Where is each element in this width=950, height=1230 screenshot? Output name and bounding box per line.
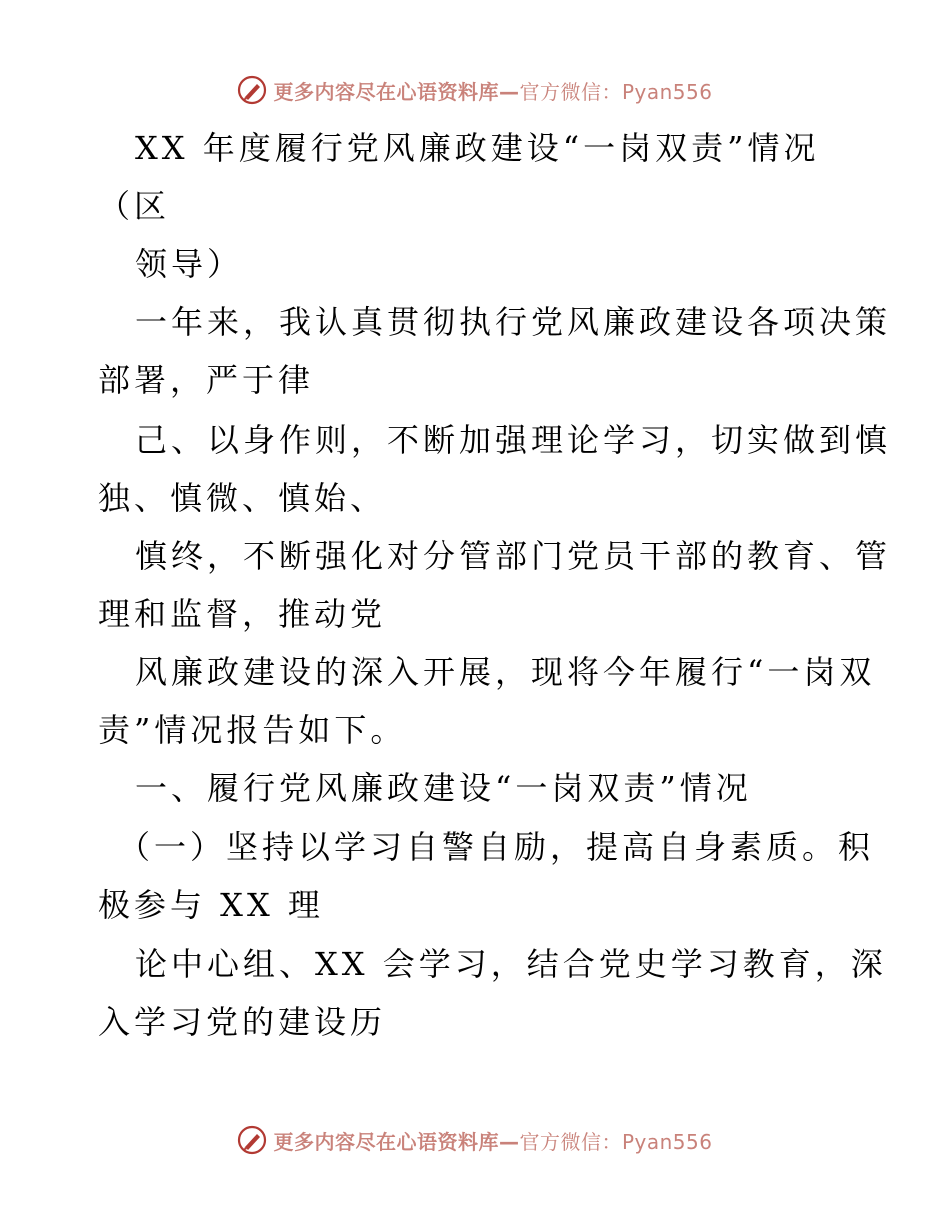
watermark-wechat-text: 官方微信：Pyan556 (519, 1129, 713, 1154)
doc-text-line: 慎终，不断强化对分管部门党员干部的教育、管 (135, 537, 892, 575)
doc-text-line: 独、慎微、慎始、 (98, 479, 387, 517)
doc-text-line: 部署，严于律 (98, 361, 315, 399)
doc-title-line-3: 领导） (135, 245, 244, 283)
footer-watermark (0, 1120, 950, 1160)
doc-title-line-2: （区 (98, 187, 171, 225)
header-watermark (0, 70, 950, 110)
doc-subsection-heading: （一）坚持以学习自警自励，提高自身素质。积 (118, 828, 875, 866)
pen-logo-icon (237, 1125, 267, 1155)
watermark-wechat-text: 官方微信：Pyan556 (519, 79, 713, 104)
watermark-site-text: 更多内容尽在心语资料库 (273, 79, 499, 104)
pen-logo-icon (237, 75, 267, 105)
doc-text-line: 理和监督，推动党 (98, 595, 387, 633)
doc-text-line: 入学习党的建设历 (98, 1003, 387, 1041)
doc-text-line: 己、以身作则，不断加强理论学习，切实做到慎 (135, 421, 892, 459)
watermark-dash: — (498, 1129, 520, 1154)
watermark-dash: — (498, 79, 520, 104)
doc-text-line: 论中心组、XX 会学习，结合党史学习教育，深 (135, 945, 887, 983)
doc-text-line: 一年来，我认真贯彻执行党风廉政建设各项决策 (135, 303, 892, 341)
doc-text-line: 责”情况报告如下。 (98, 711, 407, 749)
doc-text-line: 极参与 XX 理 (98, 886, 324, 924)
doc-text-line: 风廉政建设的深入开展，现将今年履行“一岗双 (135, 653, 876, 691)
doc-section-heading: 一、履行党风廉政建设“一岗双责”情况 (135, 769, 752, 807)
watermark-site-text: 更多内容尽在心语资料库 (273, 1129, 499, 1154)
doc-title-line-1: XX 年度履行党风廉政建设“一岗双责”情况 (135, 129, 820, 167)
